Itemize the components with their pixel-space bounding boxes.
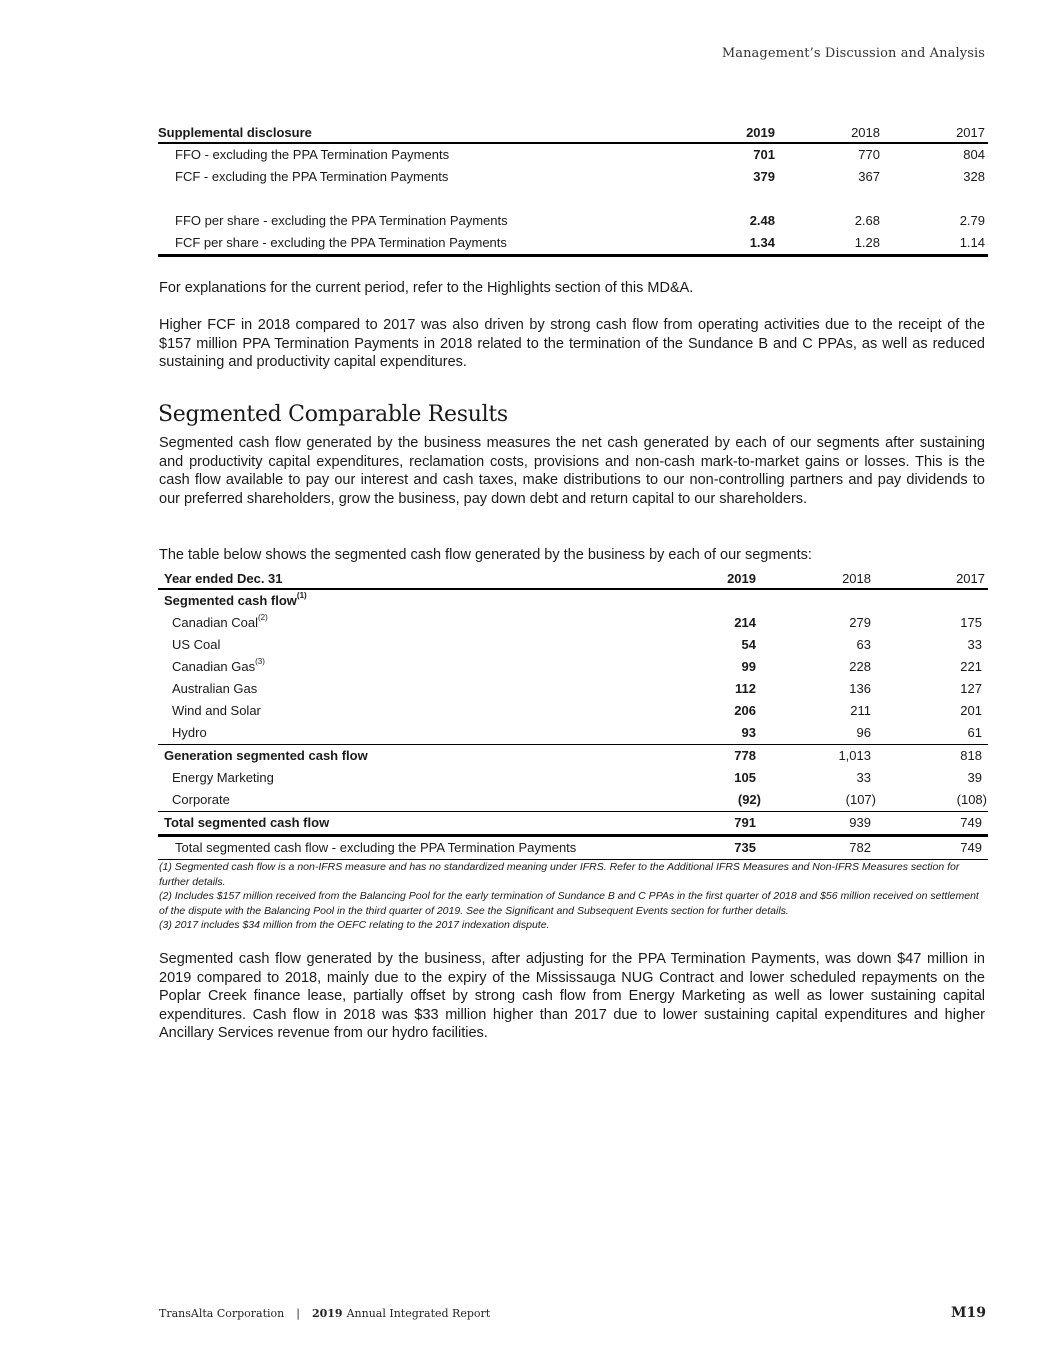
- value-2018: 279: [849, 615, 871, 630]
- value-2017: 201: [960, 703, 982, 718]
- column-header-2019: 2019: [686, 570, 766, 589]
- value-2017: 33: [967, 637, 982, 652]
- table-row: [158, 612, 988, 634]
- table-row: [158, 634, 988, 656]
- section-label: Segmented cash flow$^{(1)}$: [164, 591, 307, 608]
- running-header: Management’s Discussion and Analysis: [721, 46, 985, 61]
- table-header-row: [158, 570, 988, 589]
- value-2018: 1,013: [838, 748, 871, 763]
- table-row: [158, 700, 988, 722]
- value-2018: 228: [849, 659, 871, 674]
- value-2019: 701: [753, 147, 775, 162]
- value-2018: 136: [849, 681, 871, 696]
- row-label: Hydro: [158, 722, 686, 745]
- value-2019: 2.48: [749, 213, 775, 228]
- page-footer: [159, 1307, 986, 1320]
- table-row: [158, 232, 988, 256]
- row-label: Energy Marketing: [172, 770, 274, 785]
- paragraph-segmented-intro: Segmented cash flow generated by the business measures the net cash generated by each of our segments after sustaining and productivity capital expenditures, reclamation costs, provisions and non-cash mark-to-market gains or losses. This is the cash flow available to pay our interest and cash taxes, make distributions to our non-controlling partners and pay dividends to our preferred shareholders, grow the business, pay down debt and return capital to our shareholders.: [159, 435, 985, 507]
- value-2017: 1.14: [880, 232, 988, 256]
- value-2018: 782: [766, 836, 877, 860]
- page-number: M19: [951, 1305, 986, 1321]
- table-row: [158, 789, 988, 812]
- table-row: [158, 210, 988, 232]
- table-footnotes: [159, 860, 987, 933]
- row-label: FCF per share - excluding the PPA Termination Payments: [158, 232, 705, 256]
- footer-company: TransAlta Corporation: [159, 1307, 285, 1320]
- supplemental-disclosure-table: [158, 124, 988, 257]
- table-header-row: [158, 124, 988, 143]
- value-2017: 39: [967, 770, 982, 785]
- footnote-1: (1) Segmented cash flow is a non-IFRS measure and has no standardized meaning under IFRS. Refer to the Additional IFRS Measures and Non-IFRS Measures section for further details.: [159, 861, 960, 888]
- value-2017: 221: [960, 659, 982, 674]
- value-2017: 127: [960, 681, 982, 696]
- footer-separator: |: [296, 1307, 300, 1320]
- total-row: [158, 812, 988, 836]
- row-label: Canadian Coal$^{(2)}$: [172, 613, 268, 630]
- table-row: [158, 678, 988, 700]
- value-2018: 63: [856, 637, 871, 652]
- row-label: FCF - excluding the PPA Termination Payments: [175, 169, 449, 184]
- table-row: [158, 166, 988, 188]
- value-2019: 112: [735, 681, 756, 696]
- paragraph-fcf-explanation: Higher FCF in 2018 compared to 2017 was also driven by strong cash flow from operating activities due to the receipt of the $157 million PPA Termination Payments in 2018 related to the termination of the Sundance B and C PPAs, as well as reduced sustaining and productivity capital expenditures.: [159, 317, 985, 370]
- value-2019: 1.34: [705, 232, 775, 256]
- column-header-2018: 2018: [775, 124, 880, 143]
- value-2017: 175: [960, 615, 982, 630]
- column-header-2018: 2018: [766, 570, 877, 589]
- footnote-3: (3) 2017 includes $34 million from the OEFC relating to the 2017 indexation dispute.: [159, 919, 550, 931]
- value-2017: 749: [877, 836, 988, 860]
- row-label: Generation segmented cash flow: [164, 748, 368, 763]
- section-label-row: [158, 589, 988, 612]
- row-label: FFO - excluding the PPA Termination Payments: [175, 147, 450, 162]
- subtotal-row: [158, 745, 988, 768]
- value-2018: 96: [766, 722, 877, 745]
- value-2019: 206: [734, 703, 756, 718]
- value-2018: 211: [850, 703, 871, 718]
- section-title: Segmented Comparable Results: [158, 402, 508, 427]
- row-label: Total segmented cash flow: [158, 812, 686, 836]
- segmented-cash-flow-table: [158, 570, 988, 860]
- value-2018: 939: [766, 812, 877, 836]
- total-excluding-row: [158, 836, 988, 860]
- value-2017: 61: [877, 722, 988, 745]
- value-2019: 54: [741, 637, 756, 652]
- value-2017: 818: [960, 748, 982, 763]
- value-2018: 2.68: [854, 213, 880, 228]
- table-row: [158, 767, 988, 789]
- row-label: Canadian Gas$^{(3)}$: [172, 657, 265, 674]
- value-2017: 749: [877, 812, 988, 836]
- column-header-label: Supplemental disclosure: [158, 124, 705, 143]
- row-label: Australian Gas: [172, 681, 258, 696]
- value-2019: 791: [686, 812, 766, 836]
- value-2017: 804: [963, 147, 985, 162]
- paragraph-table-intro: The table below shows the segmented cash flow generated by the business by each of our segments:: [159, 547, 812, 563]
- value-2017: 328: [963, 169, 985, 184]
- value-2017: (108): [877, 789, 988, 812]
- table-row: [158, 143, 988, 166]
- spacer-row: [158, 188, 988, 210]
- value-2018: (107): [766, 789, 877, 812]
- value-2019: 214: [734, 615, 756, 630]
- column-header-2017: 2017: [877, 570, 988, 589]
- footnote-2: (2) Includes $157 million received from the Balancing Pool for the early termination of Sundance B and C PPAs in the first quarter of 2018 and $56 million received on settlement of the dispute with the Balancing Pool in the third quarter of 2019. See the Significant and Subsequent Events section for further details.: [159, 890, 979, 917]
- row-label: Wind and Solar: [172, 703, 261, 718]
- row-label: FFO per share - excluding the PPA Termination Payments: [175, 213, 508, 228]
- value-2019: 379: [753, 169, 775, 184]
- value-2017: 2.79: [959, 213, 985, 228]
- column-header-label: Year ended Dec. 31: [158, 570, 686, 589]
- row-label: Total segmented cash flow - excluding the PPA Termination Payments: [158, 836, 686, 860]
- value-2019: 735: [686, 836, 766, 860]
- column-header-2019: 2019: [705, 124, 775, 143]
- row-label: US Coal: [172, 637, 221, 652]
- table-row: [158, 722, 988, 745]
- value-2018: 367: [858, 169, 880, 184]
- column-header-2017: 2017: [880, 124, 988, 143]
- value-2019: 93: [686, 722, 766, 745]
- footnote-ref: (2): [258, 613, 268, 622]
- footnote-ref: (3): [255, 657, 265, 666]
- value-2019: 99: [741, 659, 756, 674]
- value-2018: 33: [856, 770, 871, 785]
- value-2019: (92): [686, 789, 766, 812]
- row-label: Corporate: [158, 789, 686, 812]
- table-row: [158, 656, 988, 678]
- footer-year: 2019: [311, 1307, 343, 1320]
- value-2018: 1.28: [775, 232, 880, 256]
- footer-report-name: Annual Integrated Report: [346, 1307, 491, 1320]
- paragraph-segmented-analysis: Segmented cash flow generated by the business, after adjusting for the PPA Termination Payments, was down $47 million in 2019 compared to 2018, mainly due to the expiry of the Mississauga NUG Contract and lower scheduled repayments on the Poplar Creek finance lease, partially offset by strong cash flow from Energy Marketing as well as lower sustaining capital expenditures. Cash flow in 2018 was $33 million higher than 2017 due to lower sustaining capital expenditures and higher Ancillary Services revenue from our hydro facilities.: [159, 951, 985, 1041]
- value-2018: 770: [858, 147, 880, 162]
- value-2019: 778: [734, 748, 756, 763]
- value-2019: 105: [734, 770, 756, 785]
- paragraph-highlights-reference: For explanations for the current period, refer to the Highlights section of this MD&A.: [159, 280, 694, 296]
- footnote-ref: (1): [296, 591, 307, 600]
